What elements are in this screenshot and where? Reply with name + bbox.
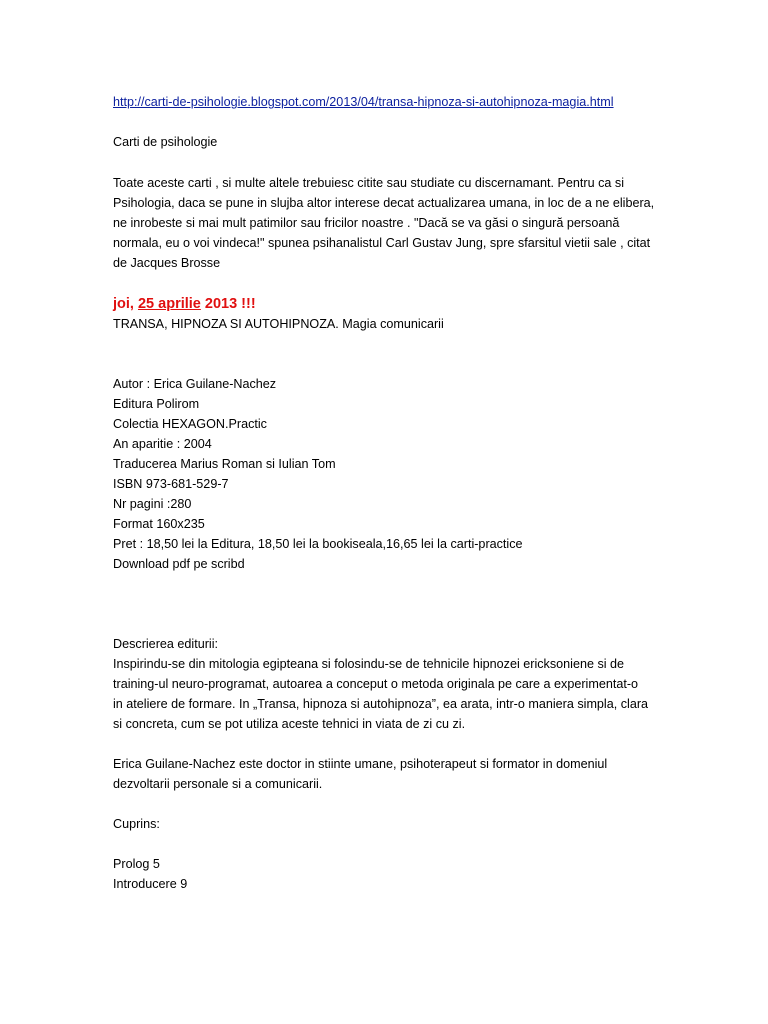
spacer <box>113 334 653 374</box>
description-paragraph <box>113 654 653 734</box>
spacer <box>113 273 653 294</box>
book-price: Pret : 18,50 lei la Editura, 18,50 lei la bookiseala,16,65 lei la carti-practice <box>113 537 523 551</box>
spacer <box>113 834 653 854</box>
contents-item: Introducere 9 <box>113 877 188 891</box>
book-year: An aparitie : 2004 <box>113 437 212 451</box>
post-date <box>113 294 653 314</box>
blog-title: Carti de psihologie <box>113 135 218 149</box>
author-line: dezvoltarii personale si a comunicarii. <box>113 777 323 791</box>
book-isbn: ISBN 973-681-529-7 <box>113 477 229 491</box>
contents-item: Prolog 5 <box>113 857 160 871</box>
author-line: Erica Guilane-Nachez este doctor in stiinte umane, psihoterapeut si formator in domeniul <box>113 757 608 771</box>
intro-line: Psihologia, daca se pune in slujba altor interese decat actualizarea umana, in loc de a ne elibera, <box>113 196 655 210</box>
book-translation: Traducerea Marius Roman si Iulian Tom <box>113 457 336 471</box>
contents-list <box>113 854 653 894</box>
spacer <box>113 574 653 634</box>
spacer <box>113 734 653 754</box>
book-publisher: Editura Polirom <box>113 397 200 411</box>
source-url-link[interactable]: http://carti-de-psihologie.blogspot.com/2013/04/transa-hipnoza-si-autohipnoza-magia.html <box>113 95 614 109</box>
intro-line: de Jacques Brosse <box>113 256 221 270</box>
book-collection: Colectia HEXAGON.Practic <box>113 417 267 431</box>
spacer <box>113 152 653 173</box>
description-line: Inspirindu-se din mitologia egipteana si folosindu-se de tehnicile hipnozei ericksoniene si de <box>113 657 625 671</box>
spacer <box>113 794 653 814</box>
book-download: Download pdf pe scribd <box>113 557 245 571</box>
contents-heading: Cuprins: <box>113 817 160 831</box>
post-title: TRANSA, HIPNOZA SI AUTOHIPNOZA. Magia comunicarii <box>113 317 444 331</box>
date-weekday: joi, <box>113 296 138 312</box>
intro-line: normala, eu o voi vindeca!" spunea psihanalistul Carl Gustav Jung, spre sfarsitul vietii sale , citat <box>113 236 651 250</box>
description-heading: Descrierea editurii: <box>113 637 218 651</box>
description-line: si concreta, cum se pot utiliza aceste tehnici in viata de zi cu zi. <box>113 717 466 731</box>
book-format: Format 160x235 <box>113 517 205 531</box>
intro-line: ne inrobeste si mai mult patimilor sau fricilor noastre . "Dacă se va găsi o singură persoană <box>113 216 620 230</box>
book-author: Autor : Erica Guilane-Nachez <box>113 377 277 391</box>
document-page <box>113 92 653 894</box>
book-details <box>113 374 653 574</box>
intro-paragraph <box>113 173 653 273</box>
intro-line: Toate aceste carti , si multe altele trebuiesc citite sau studiate cu discernamant. Pentru ca si <box>113 176 624 190</box>
spacer <box>113 112 653 132</box>
description-line: in ateliere de formare. In „Transa, hipnoza si autohipnoza”, ea arata, intr-o maniera simpla, clara <box>113 697 649 711</box>
author-paragraph <box>113 754 653 794</box>
book-pages: Nr pagini :280 <box>113 497 192 511</box>
description-line: training-ul neuro-programat, autoarea a conceput o metoda originala pe care a experimentat-o <box>113 677 639 691</box>
date-year: 2013 !!! <box>200 296 256 312</box>
date-link[interactable]: 25 aprilie <box>137 296 201 312</box>
